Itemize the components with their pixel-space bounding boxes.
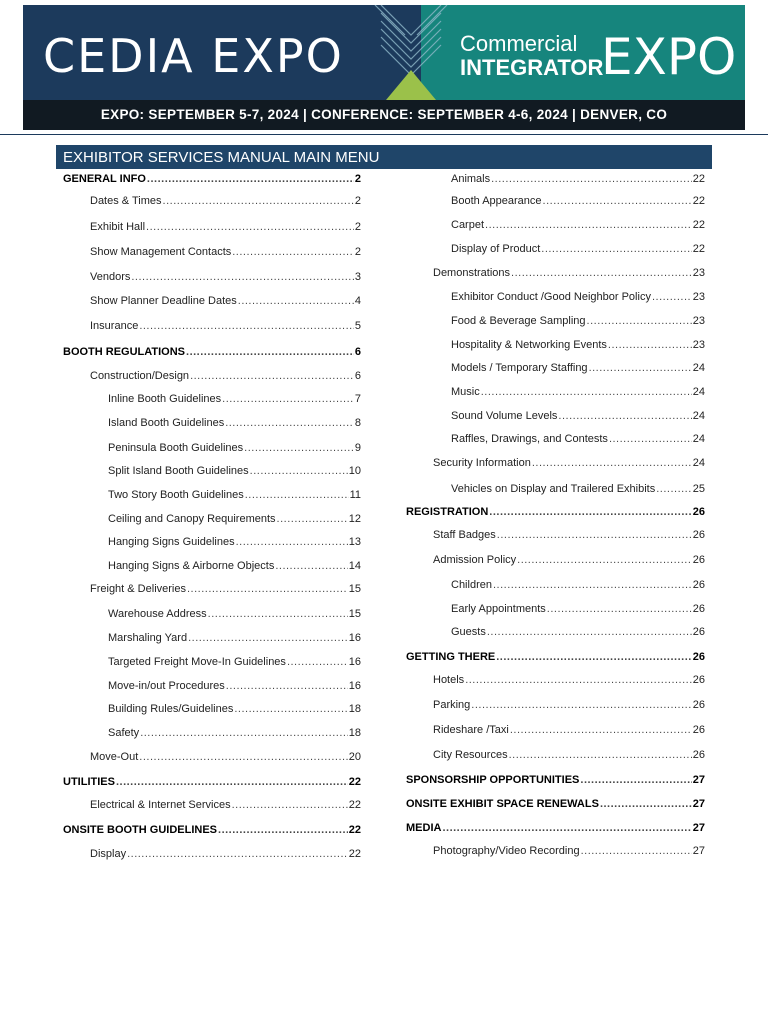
toc-entry-page: 15 xyxy=(348,583,361,595)
toc-entry-label: Booth Appearance xyxy=(451,195,542,207)
dot-leader xyxy=(465,673,692,687)
dot-leader xyxy=(581,844,692,858)
toc-entry-label: Security Information xyxy=(433,457,531,469)
toc-entry[interactable] xyxy=(90,582,361,596)
dot-leader xyxy=(485,218,692,232)
dot-leader xyxy=(244,441,354,455)
toc-entry-label: ONSITE EXHIBIT SPACE RENEWALS xyxy=(406,798,599,810)
toc-entry[interactable] xyxy=(451,385,705,399)
toc-entry-page: 27 xyxy=(692,798,705,810)
toc-entry-page: 26 xyxy=(692,724,705,736)
toc-entry[interactable] xyxy=(108,512,361,526)
dot-leader xyxy=(222,392,354,406)
dot-leader xyxy=(589,361,692,375)
dot-leader xyxy=(442,821,691,835)
toc-entry-page: 26 xyxy=(692,554,705,566)
toc-entry-page: 16 xyxy=(348,632,361,644)
toc-entry[interactable] xyxy=(108,702,361,716)
toc-entry-page: 22 xyxy=(348,848,361,860)
toc-entry[interactable] xyxy=(451,314,705,328)
toc-entry[interactable] xyxy=(451,578,705,592)
toc-entry-page: 4 xyxy=(354,295,361,307)
toc-entry[interactable] xyxy=(433,528,705,542)
toc-entry-page: 23 xyxy=(692,339,705,351)
toc-entry[interactable] xyxy=(108,535,361,549)
dot-leader xyxy=(226,679,348,693)
dot-leader xyxy=(541,242,691,256)
toc-entry-page: 8 xyxy=(354,417,361,429)
toc-entry-page: 2 xyxy=(354,195,361,207)
toc-entry-label: Insurance xyxy=(90,320,139,332)
toc-entry-page: 26 xyxy=(692,529,705,541)
toc-entry-label: Carpet xyxy=(451,219,485,231)
toc-entry[interactable] xyxy=(451,482,705,496)
toc-entry-page: 11 xyxy=(349,489,361,501)
toc-entry[interactable] xyxy=(406,797,705,811)
toc-entry-label: Construction/Design xyxy=(90,370,190,382)
dot-leader xyxy=(225,416,354,430)
dot-leader xyxy=(517,553,692,567)
dot-leader xyxy=(250,464,348,478)
dot-leader xyxy=(208,607,348,621)
toc-entry-label: Move-in/out Procedures xyxy=(108,680,225,692)
toc-entry-label: REGISTRATION xyxy=(406,506,489,518)
toc-entry-page: 27 xyxy=(692,845,705,857)
toc-entry[interactable] xyxy=(406,505,705,519)
toc-entry[interactable] xyxy=(108,631,361,645)
toc-entry-page: 23 xyxy=(692,291,705,303)
toc-entry-label: Hotels xyxy=(433,674,465,686)
toc-entry[interactable] xyxy=(406,650,705,664)
toc-entry-label: Sound Volume Levels xyxy=(451,410,558,422)
ci-logo-line1: Commercial xyxy=(460,31,578,56)
toc-entry-label: Music xyxy=(451,386,480,398)
toc-entry[interactable] xyxy=(108,607,361,621)
dot-leader xyxy=(277,512,348,526)
toc-entry-label: Vendors xyxy=(90,271,131,283)
toc-entry-label: Warehouse Address xyxy=(108,608,207,620)
toc-entry[interactable] xyxy=(108,464,361,478)
dot-leader xyxy=(190,369,354,383)
toc-entry-page: 2 xyxy=(354,173,361,185)
dot-leader xyxy=(532,456,692,470)
dot-leader xyxy=(487,625,692,639)
toc-entry-page: 23 xyxy=(692,267,705,279)
dot-leader xyxy=(238,294,354,308)
toc-entry-page: 22 xyxy=(348,799,361,811)
toc-entry[interactable] xyxy=(63,775,361,789)
toc-entry[interactable] xyxy=(108,488,361,502)
toc-entry-page: 27 xyxy=(692,822,705,834)
dates-strip xyxy=(23,100,745,130)
toc-entry-label: Peninsula Booth Guidelines xyxy=(108,442,244,454)
toc-entry-page: 12 xyxy=(348,513,361,525)
dot-leader xyxy=(491,172,692,186)
toc-entry-label: Marshaling Yard xyxy=(108,632,188,644)
toc-entry[interactable] xyxy=(451,290,705,304)
toc-entry-label: City Resources xyxy=(433,749,508,761)
toc-entry-label: Guests xyxy=(451,626,486,638)
toc-entry-page: 26 xyxy=(692,506,705,518)
ci-logo-line2: INTEGRATOR xyxy=(460,55,604,80)
dot-leader xyxy=(510,723,692,737)
dot-leader xyxy=(147,172,354,186)
dot-leader xyxy=(232,798,348,812)
toc-entry-page: 26 xyxy=(692,626,705,638)
toc-entry[interactable] xyxy=(90,750,361,764)
dot-leader xyxy=(609,432,692,446)
dot-leader xyxy=(580,773,691,787)
dot-leader xyxy=(481,385,692,399)
toc-entry-label: Admission Policy xyxy=(433,554,517,566)
toc-entry[interactable] xyxy=(63,345,361,359)
toc-entry-page: 6 xyxy=(354,370,361,382)
toc-entry[interactable] xyxy=(406,821,705,835)
toc-entry[interactable] xyxy=(90,220,361,234)
toc-entry-page: 26 xyxy=(692,579,705,591)
toc-entry-label: Inline Booth Guidelines xyxy=(108,393,222,405)
toc-entry[interactable] xyxy=(108,726,361,740)
toc-entry-label: ONSITE BOOTH GUIDELINES xyxy=(63,824,218,836)
dot-leader xyxy=(187,582,348,596)
toc-entry-page: 7 xyxy=(354,393,361,405)
toc-entry-label: BOOTH REGULATIONS xyxy=(63,346,186,358)
dot-leader xyxy=(600,797,692,811)
toc-entry-label: Demonstrations xyxy=(433,267,511,279)
toc-entry-page: 3 xyxy=(354,271,361,283)
toc-entry-page: 26 xyxy=(692,699,705,711)
dot-leader xyxy=(186,345,354,359)
toc-entry[interactable] xyxy=(433,456,705,470)
dot-leader xyxy=(140,726,348,740)
toc-entry-page: 22 xyxy=(348,776,361,788)
toc-entry[interactable] xyxy=(90,369,361,383)
toc-entry-page: 22 xyxy=(692,195,705,207)
dot-leader xyxy=(218,823,348,837)
dot-leader xyxy=(287,655,348,669)
toc-entry-label: Hanging Signs & Airborne Objects xyxy=(108,560,275,572)
toc-entry[interactable] xyxy=(451,242,705,256)
ci-expo-logo: EXPO xyxy=(601,28,737,86)
toc-entry[interactable] xyxy=(451,172,705,186)
dot-leader xyxy=(146,220,354,234)
toc-entry-label: GETTING THERE xyxy=(406,651,496,663)
toc-entry[interactable] xyxy=(90,847,361,861)
toc-entry[interactable] xyxy=(63,172,361,186)
toc-entry-label: Move-Out xyxy=(90,751,139,763)
toc-entry-page: 15 xyxy=(348,608,361,620)
toc-entry[interactable] xyxy=(433,723,705,737)
toc-entry[interactable] xyxy=(108,392,361,406)
toc-entry[interactable] xyxy=(451,194,705,208)
toc-entry-page: 26 xyxy=(692,651,705,663)
toc-entry-label: Show Management Contacts xyxy=(90,246,232,258)
cedia-expo-logo: CEDIA EXPO xyxy=(43,29,344,83)
toc-entry-label: Targeted Freight Move-In Guidelines xyxy=(108,656,286,668)
header-divider xyxy=(0,134,768,135)
toc-entry-page: 6 xyxy=(354,346,361,358)
dot-leader xyxy=(116,775,348,789)
toc-entry-label: Split Island Booth Guidelines xyxy=(108,465,249,477)
toc-entry[interactable] xyxy=(433,673,705,687)
toc-entry-label: Exhibit Hall xyxy=(90,221,146,233)
toc-entry-label: GENERAL INFO xyxy=(63,173,146,185)
toc-entry-label: Staff Badges xyxy=(433,529,496,541)
toc-entry[interactable] xyxy=(433,844,705,858)
toc-entry-page: 22 xyxy=(692,173,705,185)
toc-entry-page: 9 xyxy=(354,442,361,454)
toc-entry[interactable] xyxy=(108,679,361,693)
toc-entry-label: Photography/Video Recording xyxy=(433,845,580,857)
dot-leader xyxy=(139,319,354,333)
dot-leader xyxy=(127,847,348,861)
toc-entry[interactable] xyxy=(108,559,361,573)
toc-entry-label: Building Rules/Guidelines xyxy=(108,703,234,715)
toc-entry-page: 26 xyxy=(692,603,705,615)
toc-entry-label: Early Appointments xyxy=(451,603,546,615)
toc-entry-label: SPONSORSHIP OPPORTUNITIES xyxy=(406,774,580,786)
dot-leader xyxy=(139,750,347,764)
header-banner xyxy=(23,5,745,130)
toc-entry-page: 27 xyxy=(692,774,705,786)
toc-entry-page: 24 xyxy=(692,457,705,469)
toc-entry-label: MEDIA xyxy=(406,822,442,834)
toc-entry-page: 10 xyxy=(348,465,361,477)
toc-entry-label: Food & Beverage Sampling xyxy=(451,315,586,327)
toc-entry[interactable] xyxy=(451,218,705,232)
dot-leader xyxy=(543,194,692,208)
toc-entry-page: 23 xyxy=(692,315,705,327)
toc-entry-label: Show Planner Deadline Dates xyxy=(90,295,237,307)
dot-leader xyxy=(234,702,347,716)
dot-leader xyxy=(131,270,354,284)
dot-leader xyxy=(236,535,348,549)
toc-entry-label: Ceiling and Canopy Requirements xyxy=(108,513,276,525)
toc-entry-page: 26 xyxy=(692,674,705,686)
toc-entry-label: Island Booth Guidelines xyxy=(108,417,225,429)
toc-entry-page: 2 xyxy=(354,221,361,233)
toc-entry-page: 16 xyxy=(348,656,361,668)
toc-entry-label: Raffles, Drawings, and Contests xyxy=(451,433,608,445)
dot-leader xyxy=(497,528,692,542)
toc-entry-page: 13 xyxy=(348,536,361,548)
toc-entry[interactable] xyxy=(451,625,705,639)
toc-entry-label: Freight & Deliveries xyxy=(90,583,186,595)
dot-leader xyxy=(188,631,348,645)
toc-entry[interactable] xyxy=(90,319,361,333)
toc-entry-page: 24 xyxy=(692,410,705,422)
toc-entry-label: Models / Temporary Staffing xyxy=(451,362,588,374)
toc-entry-page: 25 xyxy=(692,483,705,495)
dot-leader xyxy=(496,650,692,664)
toc-entry-label: Display xyxy=(90,848,127,860)
toc-entry[interactable] xyxy=(433,698,705,712)
toc-entry-page: 22 xyxy=(692,219,705,231)
dot-leader xyxy=(163,194,354,208)
toc-entry-page: 24 xyxy=(692,386,705,398)
dot-leader xyxy=(245,488,349,502)
dot-leader xyxy=(511,266,692,280)
toc-entry-page: 18 xyxy=(348,727,361,739)
toc-entry-label: Rideshare /Taxi xyxy=(433,724,509,736)
toc-entry-page: 18 xyxy=(348,703,361,715)
dot-leader xyxy=(558,409,691,423)
toc-entry[interactable] xyxy=(451,361,705,375)
toc-entry-page: 22 xyxy=(348,824,361,836)
toc-entry-label: Safety xyxy=(108,727,140,739)
dot-leader xyxy=(652,290,692,304)
dot-leader xyxy=(275,559,347,573)
chevron-pattern-graphic xyxy=(361,5,461,100)
toc-entry-page: 14 xyxy=(348,560,361,572)
dot-leader xyxy=(493,578,692,592)
toc-entry[interactable] xyxy=(108,655,361,669)
toc-entry-label: Electrical & Internet Services xyxy=(90,799,231,811)
toc-entry[interactable] xyxy=(90,245,361,259)
dot-leader xyxy=(547,602,692,616)
toc-entry[interactable] xyxy=(108,441,361,455)
toc-entry-label: Display of Product xyxy=(451,243,541,255)
toc-entry[interactable] xyxy=(90,270,361,284)
toc-entry-label: Dates & Times xyxy=(90,195,162,207)
toc-entry-label: Parking xyxy=(433,699,471,711)
toc-entry[interactable] xyxy=(433,748,705,762)
toc-entry-label: Hanging Signs Guidelines xyxy=(108,536,235,548)
toc-entry[interactable] xyxy=(90,294,361,308)
dot-leader xyxy=(471,698,691,712)
menu-title: EXHIBITOR SERVICES MANUAL MAIN MENU xyxy=(56,145,712,169)
toc-entry[interactable] xyxy=(90,798,361,812)
toc-entry-label: Animals xyxy=(451,173,491,185)
dot-leader xyxy=(656,482,692,496)
toc-entry[interactable] xyxy=(433,266,705,280)
toc-entry-label: Hospitality & Networking Events xyxy=(451,339,607,351)
toc-entry[interactable] xyxy=(63,823,361,837)
toc-entry-page: 26 xyxy=(692,749,705,761)
dot-leader xyxy=(587,314,692,328)
toc-entry-label: UTILITIES xyxy=(63,776,115,788)
toc-entry-page: 24 xyxy=(692,362,705,374)
toc-entry-label: Vehicles on Display and Trailered Exhibits xyxy=(451,483,656,495)
dot-leader xyxy=(509,748,692,762)
toc-entry-page: 16 xyxy=(348,680,361,692)
dot-leader xyxy=(232,245,354,259)
toc-entry-label: Children xyxy=(451,579,492,591)
toc-entry-page: 24 xyxy=(692,433,705,445)
toc-entry-page: 5 xyxy=(354,320,361,332)
toc-entry[interactable] xyxy=(451,432,705,446)
toc-entry-label: Two Story Booth Guidelines xyxy=(108,489,244,501)
toc-entry-page: 22 xyxy=(692,243,705,255)
toc-entry[interactable] xyxy=(451,338,705,352)
dot-leader xyxy=(489,505,691,519)
toc-entry-label: Exhibitor Conduct /Good Neighbor Policy xyxy=(451,291,651,303)
toc-entry[interactable] xyxy=(108,416,361,430)
toc-entry-page: 20 xyxy=(348,751,361,763)
toc-entry[interactable] xyxy=(433,553,705,567)
toc-entry-page: 2 xyxy=(354,246,361,258)
toc-entry[interactable] xyxy=(451,602,705,616)
toc-entry[interactable] xyxy=(451,409,705,423)
event-dates: EXPO: SEPTEMBER 5-7, 2024 | CONFERENCE: SEPTEMBER 4-6, 2024 | DENVER, CO xyxy=(100,107,668,122)
toc-entry[interactable] xyxy=(90,194,361,208)
toc-entry[interactable] xyxy=(406,773,705,787)
dot-leader xyxy=(608,338,692,352)
